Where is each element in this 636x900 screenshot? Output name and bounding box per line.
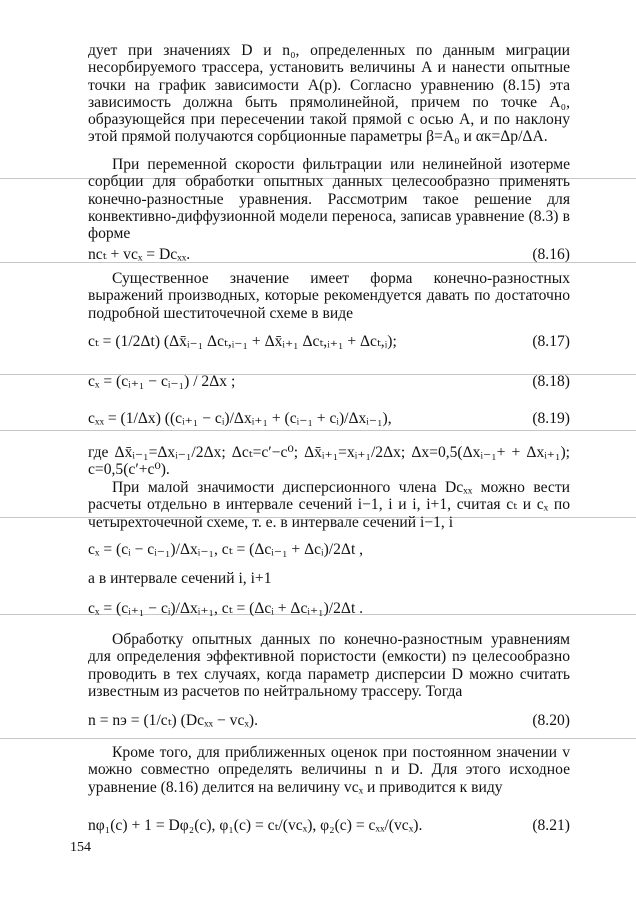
equation-formula: n = nэ = (1/cₜ) (Dcₓₓ − vcₓ). [88, 712, 258, 729]
equation-number: (8.20) [532, 712, 570, 729]
equation-number: (8.21) [532, 817, 570, 834]
equation-formula: cₓ = (cᵢ − cᵢ₋₁)/Δxᵢ₋₁, cₜ = (Δcᵢ₋₁ + Δcᵢ)/2Δt , [88, 541, 364, 558]
paragraph-5 [88, 479, 570, 531]
paragraph-3 [88, 270, 570, 322]
paragraph-1 [88, 42, 570, 146]
equation-formula: nφ₁(c) + 1 = Dφ₂(c), φ₁(c) = cₜ/(vcₓ), φ₂(c) = cₓₓ/(vcₓ). [88, 817, 423, 834]
paragraph-text: При малой значимости дисперсионного члена Dcₓₓ можно вести расчеты отдельно в интервале сечений i−1, i и i, i+1, считая cₜ и cₓ по четырехточечной схеме, т. е. в интервале сечений i−1, i [88, 479, 570, 531]
equation-formula: cₜ = (1/2Δt) (Δx̄ᵢ₋₁ Δcₜ,ᵢ₋₁ + Δx̄ᵢ₊₁ Δcₜ,ᵢ₊₁ + Δcₜ,ᵢ); [88, 333, 397, 350]
equation-formula: ncₜ + vcₓ = Dcₓₓ. [88, 246, 191, 263]
equation-number: (8.19) [532, 410, 570, 427]
equation-number: (8.16) [532, 246, 570, 263]
scan-line [0, 430, 636, 431]
equation-formula: cₓ = (cᵢ₊₁ − cᵢ)/Δxᵢ₊₁, cₜ = (Δcᵢ + Δcᵢ₊₁)/2Δt . [88, 600, 364, 617]
equation-number: (8.17) [532, 333, 570, 350]
paragraph-6 [88, 570, 570, 587]
paragraph-text: Кроме того, для приближенных оценок при постоянном значении v можно совместно определять величины n и D. Для этого исходное уравнение (8.16) делится на величину vcₓ и приводится к виду [88, 744, 570, 796]
paragraph-text: где Δx̄ᵢ₋₁=Δxᵢ₋₁/2Δx; Δcₜ=c′−c⁰; Δx̄ᵢ₊₁=xᵢ₊₁/2Δx; Δx=0,5(Δxᵢ₋₁+ + Δxᵢ₊₁); c=0,5(c′+c⁰). [88, 444, 570, 479]
equation-number: (8.18) [532, 373, 570, 390]
scan-line [0, 738, 636, 739]
paragraph-8 [88, 744, 570, 796]
paragraph-4 [88, 444, 570, 479]
paragraph-2 [88, 156, 570, 242]
paragraph-text: дует при значениях D и n₀, определенных по данным миграции несорбируемого трассера, установить величины A и нанести опытные точки на график зависимости A(p). Согласно уравнению (8.15) эта зависимость должна быть прямолинейной, причем по точке A₀, образующейся при пересечении такой прямой с осью A, и по наклону этой прямой получаются сорбционные параметры β=A₀ и αк=Δp/ΔA. [88, 42, 570, 146]
paragraph-7 [88, 631, 570, 700]
paragraph-text: При переменной скорости фильтрации или нелинейной изотерме сорбции для обработки опытных данных целесообразно применять конечно-разностные уравнения. Рассмотрим такое решение для конвективно-диффузионной модели переноса, записав уравнение (8.3) в форме [88, 156, 570, 243]
page-number: 154 [70, 840, 91, 855]
paragraph-text: Обработку опытных данных по конечно-разностным уравнениям для определения эффективной пористости (емкости) nэ целесообразно проводить в тех случаях, когда параметр дисперсии D можно считать известным из расчетов по нейтральному трассеру. Тогда [88, 631, 570, 700]
paragraph-text: а в интервале сечений i, i+1 [88, 570, 272, 587]
paragraph-text: Существенное значение имеет форма конечно-разностных выражений производных, которые рекомендуется давать по достаточно подробной шеститочечной схеме в виде [88, 270, 570, 322]
equation-formula: cₓₓ = (1/Δx) ((cᵢ₊₁ − cᵢ)/Δxᵢ₊₁ + (cᵢ₋₁ + cᵢ)/Δxᵢ₋₁), [88, 410, 392, 427]
equation-formula: cₓ = (cᵢ₊₁ − cᵢ₋₁) / 2Δx ; [88, 373, 236, 390]
